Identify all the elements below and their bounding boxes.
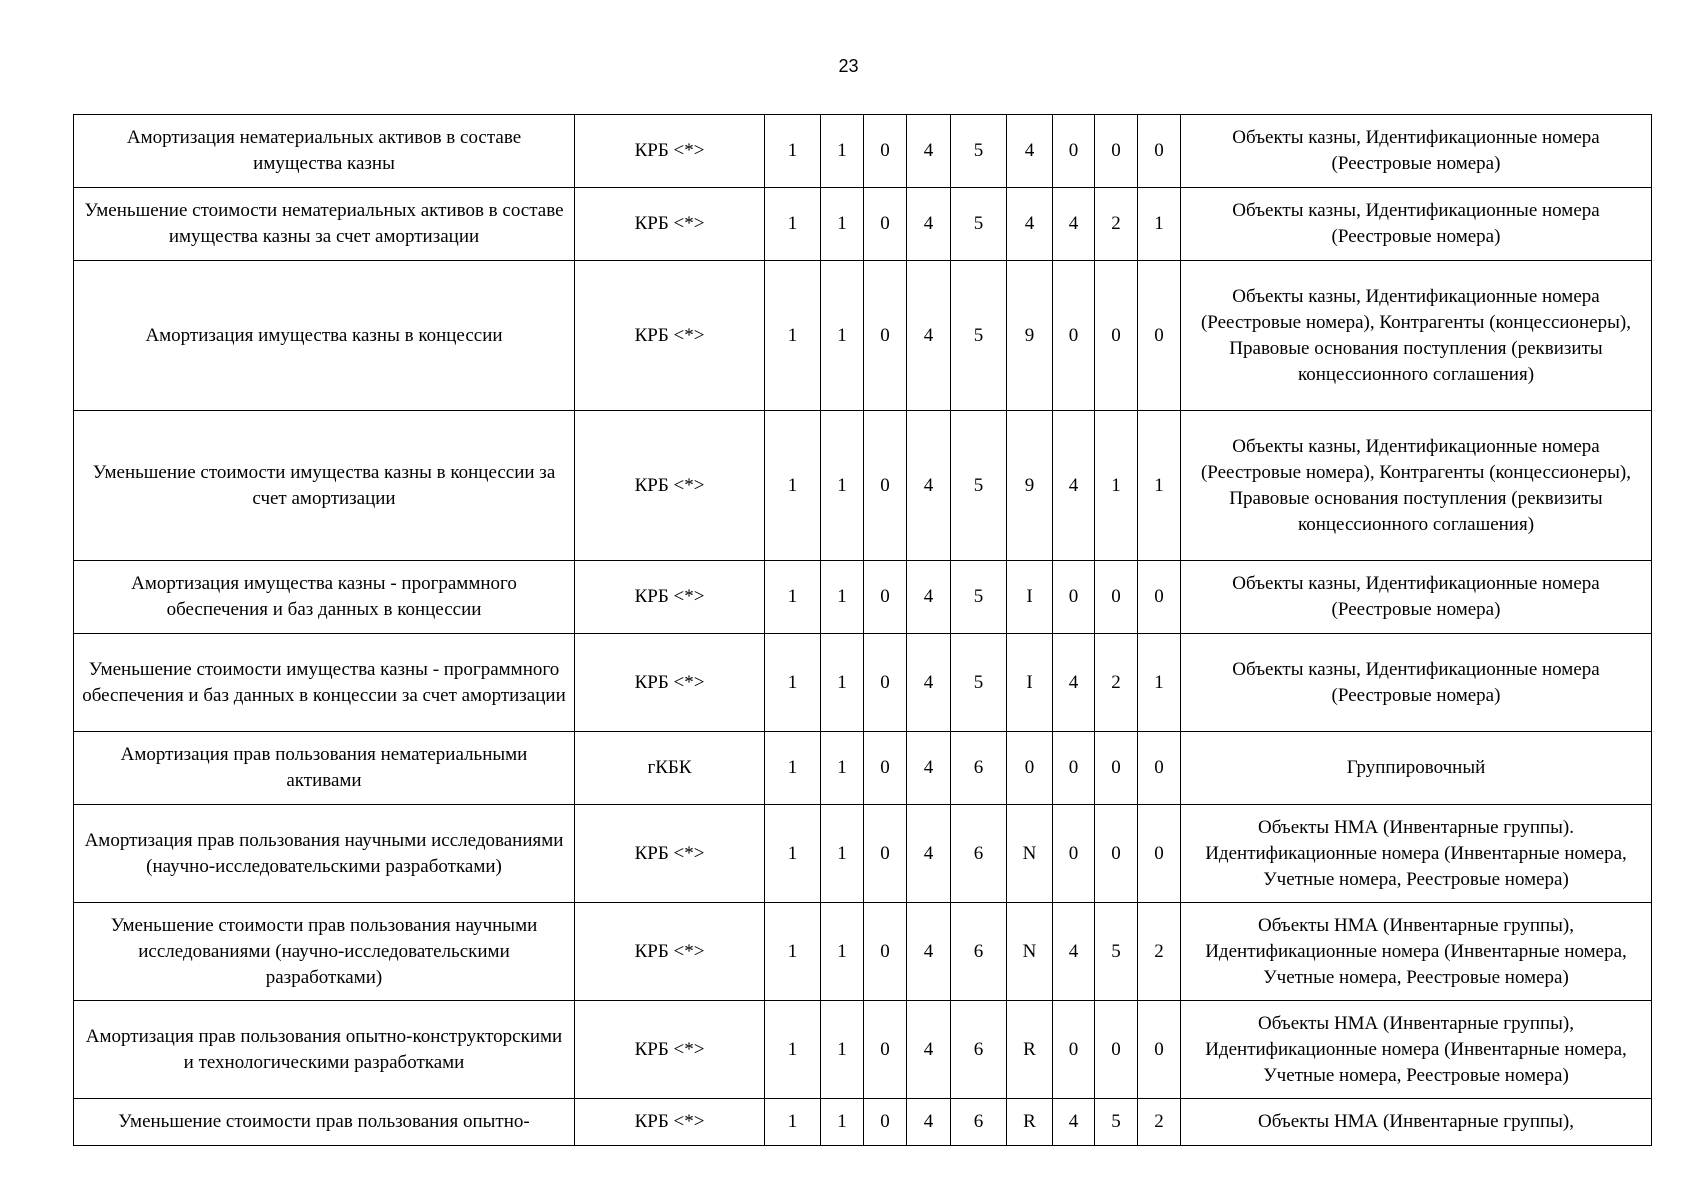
code-digit-cell: 9	[1007, 261, 1053, 411]
code-digit-cell: 0	[1053, 261, 1095, 411]
code-digit-cell: 1	[765, 1001, 821, 1099]
code-digit-cell: 0	[864, 561, 907, 634]
code-digit-cell: 0	[1138, 115, 1181, 188]
code-digit-cell: 0	[864, 903, 907, 1001]
code-digit-cell: 1	[821, 1001, 864, 1099]
table-body	[74, 115, 1652, 1146]
code-digit-cell: R	[1007, 1099, 1053, 1146]
code-digit-cell: 0	[1138, 561, 1181, 634]
analytics-cell: Объекты НМА (Инвентарные группы), Идентификационные номера (Инвентарные номера, Учетные номера, Реестровые номера)	[1181, 1001, 1652, 1099]
code-digit-cell: 0	[864, 1099, 907, 1146]
code-digit-cell: 5	[951, 561, 1007, 634]
code-digit-cell: 1	[765, 261, 821, 411]
code-digit-cell: 0	[1095, 732, 1138, 805]
account-name-cell: Амортизация прав пользования научными исследованиями (научно-исследовательскими разработками)	[74, 805, 575, 903]
analytics-cell: Объекты НМА (Инвентарные группы). Идентификационные номера (Инвентарные номера, Учетные номера, Реестровые номера)	[1181, 805, 1652, 903]
code-digit-cell: 4	[1053, 188, 1095, 261]
account-type-cell: КРБ <*>	[575, 1099, 765, 1146]
code-digit-cell: 1	[765, 411, 821, 561]
code-digit-cell: 0	[864, 115, 907, 188]
code-digit-cell: 0	[1053, 115, 1095, 188]
account-name-cell: Амортизация имущества казны - программного обеспечения и баз данных в концессии	[74, 561, 575, 634]
code-digit-cell: 6	[951, 732, 1007, 805]
code-digit-cell: 1	[821, 561, 864, 634]
code-digit-cell: 1	[821, 1099, 864, 1146]
code-digit-cell: 0	[1095, 261, 1138, 411]
account-type-cell: КРБ <*>	[575, 1001, 765, 1099]
code-digit-cell: 1	[765, 732, 821, 805]
account-name-cell: Амортизация прав пользования опытно-конструкторскими и технологическими разработками	[74, 1001, 575, 1099]
code-digit-cell: 0	[864, 1001, 907, 1099]
table-row	[74, 261, 1652, 411]
accounts-table	[73, 114, 1652, 1146]
account-name-cell: Уменьшение стоимости нематериальных активов в составе имущества казны за счет амортизации	[74, 188, 575, 261]
table-row	[74, 732, 1652, 805]
table-row	[74, 1099, 1652, 1146]
account-name-cell: Уменьшение стоимости прав пользования опытно-	[74, 1099, 575, 1146]
code-digit-cell: 1	[765, 188, 821, 261]
code-digit-cell: 0	[1053, 561, 1095, 634]
code-digit-cell: 4	[1053, 634, 1095, 732]
code-digit-cell: 1	[821, 805, 864, 903]
code-digit-cell: 1	[765, 903, 821, 1001]
code-digit-cell: 6	[951, 903, 1007, 1001]
code-digit-cell: 0	[864, 411, 907, 561]
account-type-cell: КРБ <*>	[575, 634, 765, 732]
code-digit-cell: 4	[907, 1099, 951, 1146]
code-digit-cell: 0	[1053, 1001, 1095, 1099]
code-digit-cell: 2	[1095, 188, 1138, 261]
account-type-cell: КРБ <*>	[575, 115, 765, 188]
code-digit-cell: 2	[1095, 634, 1138, 732]
code-digit-cell: 4	[907, 411, 951, 561]
code-digit-cell: 4	[907, 732, 951, 805]
account-name-cell: Уменьшение стоимости прав пользования научными исследованиями (научно-исследовательскими разработками)	[74, 903, 575, 1001]
account-type-cell: КРБ <*>	[575, 903, 765, 1001]
account-type-cell: КРБ <*>	[575, 411, 765, 561]
code-digit-cell: 5	[951, 188, 1007, 261]
analytics-cell: Группировочный	[1181, 732, 1652, 805]
code-digit-cell: 4	[907, 903, 951, 1001]
code-digit-cell: 0	[1095, 115, 1138, 188]
code-digit-cell: 1	[821, 903, 864, 1001]
code-digit-cell: 1	[765, 634, 821, 732]
code-digit-cell: 4	[1007, 115, 1053, 188]
table-row	[74, 1001, 1652, 1099]
code-digit-cell: 6	[951, 1099, 1007, 1146]
code-digit-cell: I	[1007, 561, 1053, 634]
account-name-cell: Амортизация имущества казны в концессии	[74, 261, 575, 411]
code-digit-cell: 0	[864, 261, 907, 411]
code-digit-cell: 1	[1095, 411, 1138, 561]
code-digit-cell: 1	[765, 1099, 821, 1146]
code-digit-cell: 9	[1007, 411, 1053, 561]
code-digit-cell: R	[1007, 1001, 1053, 1099]
analytics-cell: Объекты НМА (Инвентарные группы), Идентификационные номера (Инвентарные номера, Учетные номера, Реестровые номера)	[1181, 903, 1652, 1001]
code-digit-cell: 0	[864, 634, 907, 732]
code-digit-cell: 4	[1053, 1099, 1095, 1146]
analytics-cell: Объекты казны, Идентификационные номера (Реестровые номера)	[1181, 634, 1652, 732]
code-digit-cell: 5	[1095, 903, 1138, 1001]
code-digit-cell: 5	[951, 115, 1007, 188]
account-name-cell: Амортизация прав пользования нематериальными активами	[74, 732, 575, 805]
code-digit-cell: 0	[1138, 261, 1181, 411]
account-name-cell: Уменьшение стоимости имущества казны в концессии за счет амортизации	[74, 411, 575, 561]
code-digit-cell: 1	[765, 115, 821, 188]
analytics-cell: Объекты казны, Идентификационные номера (Реестровые номера), Контрагенты (концессионеры), Правовые основания поступления (реквизиты концессионного соглашения)	[1181, 261, 1652, 411]
account-type-cell: КРБ <*>	[575, 188, 765, 261]
code-digit-cell: 4	[1007, 188, 1053, 261]
code-digit-cell: 1	[821, 188, 864, 261]
code-digit-cell: 4	[907, 188, 951, 261]
code-digit-cell: 0	[864, 188, 907, 261]
code-digit-cell: 1	[765, 805, 821, 903]
account-type-cell: КРБ <*>	[575, 561, 765, 634]
code-digit-cell: 0	[1053, 732, 1095, 805]
code-digit-cell: N	[1007, 805, 1053, 903]
account-name-cell: Амортизация нематериальных активов в составе имущества казны	[74, 115, 575, 188]
analytics-cell: Объекты казны, Идентификационные номера (Реестровые номера)	[1181, 561, 1652, 634]
code-digit-cell: 6	[951, 1001, 1007, 1099]
code-digit-cell: 0	[864, 732, 907, 805]
table-row	[74, 115, 1652, 188]
code-digit-cell: 2	[1138, 903, 1181, 1001]
code-digit-cell: 4	[907, 261, 951, 411]
account-type-cell: КРБ <*>	[575, 261, 765, 411]
page-number: 23	[838, 56, 859, 76]
code-digit-cell: N	[1007, 903, 1053, 1001]
code-digit-cell: 2	[1138, 1099, 1181, 1146]
code-digit-cell: 5	[951, 261, 1007, 411]
code-digit-cell: 0	[1095, 805, 1138, 903]
code-digit-cell: 1	[1138, 634, 1181, 732]
code-digit-cell: 5	[951, 634, 1007, 732]
account-name-cell: Уменьшение стоимости имущества казны - программного обеспечения и баз данных в концессии за счет амортизации	[74, 634, 575, 732]
analytics-cell: Объекты НМА (Инвентарные группы),	[1181, 1099, 1652, 1146]
code-digit-cell: 4	[1053, 903, 1095, 1001]
code-digit-cell: 1	[765, 561, 821, 634]
code-digit-cell: 0	[1138, 805, 1181, 903]
table-row	[74, 805, 1652, 903]
code-digit-cell: 4	[907, 561, 951, 634]
code-digit-cell: 0	[1053, 805, 1095, 903]
code-digit-cell: 1	[821, 261, 864, 411]
code-digit-cell: 1	[821, 634, 864, 732]
code-digit-cell: 0	[864, 805, 907, 903]
code-digit-cell: 4	[907, 115, 951, 188]
table-row	[74, 903, 1652, 1001]
code-digit-cell: 5	[951, 411, 1007, 561]
code-digit-cell: 1	[821, 115, 864, 188]
account-type-cell: КРБ <*>	[575, 805, 765, 903]
code-digit-cell: 0	[1138, 1001, 1181, 1099]
table-row	[74, 634, 1652, 732]
analytics-cell: Объекты казны, Идентификационные номера (Реестровые номера)	[1181, 115, 1652, 188]
code-digit-cell: 6	[951, 805, 1007, 903]
code-digit-cell: 4	[907, 805, 951, 903]
code-digit-cell: 4	[907, 1001, 951, 1099]
code-digit-cell: 1	[1138, 411, 1181, 561]
code-digit-cell: 0	[1095, 561, 1138, 634]
account-type-cell: гКБК	[575, 732, 765, 805]
code-digit-cell: 1	[821, 732, 864, 805]
code-digit-cell: 1	[1138, 188, 1181, 261]
code-digit-cell: 5	[1095, 1099, 1138, 1146]
code-digit-cell: 0	[1007, 732, 1053, 805]
table-row	[74, 561, 1652, 634]
analytics-cell: Объекты казны, Идентификационные номера (Реестровые номера), Контрагенты (концессионеры), Правовые основания поступления (реквизиты концессионного соглашения)	[1181, 411, 1652, 561]
analytics-cell: Объекты казны, Идентификационные номера (Реестровые номера)	[1181, 188, 1652, 261]
code-digit-cell: 1	[821, 411, 864, 561]
table-row	[74, 188, 1652, 261]
code-digit-cell: 0	[1138, 732, 1181, 805]
code-digit-cell: 0	[1095, 1001, 1138, 1099]
table-row	[74, 411, 1652, 561]
code-digit-cell: 4	[1053, 411, 1095, 561]
code-digit-cell: I	[1007, 634, 1053, 732]
code-digit-cell: 4	[907, 634, 951, 732]
